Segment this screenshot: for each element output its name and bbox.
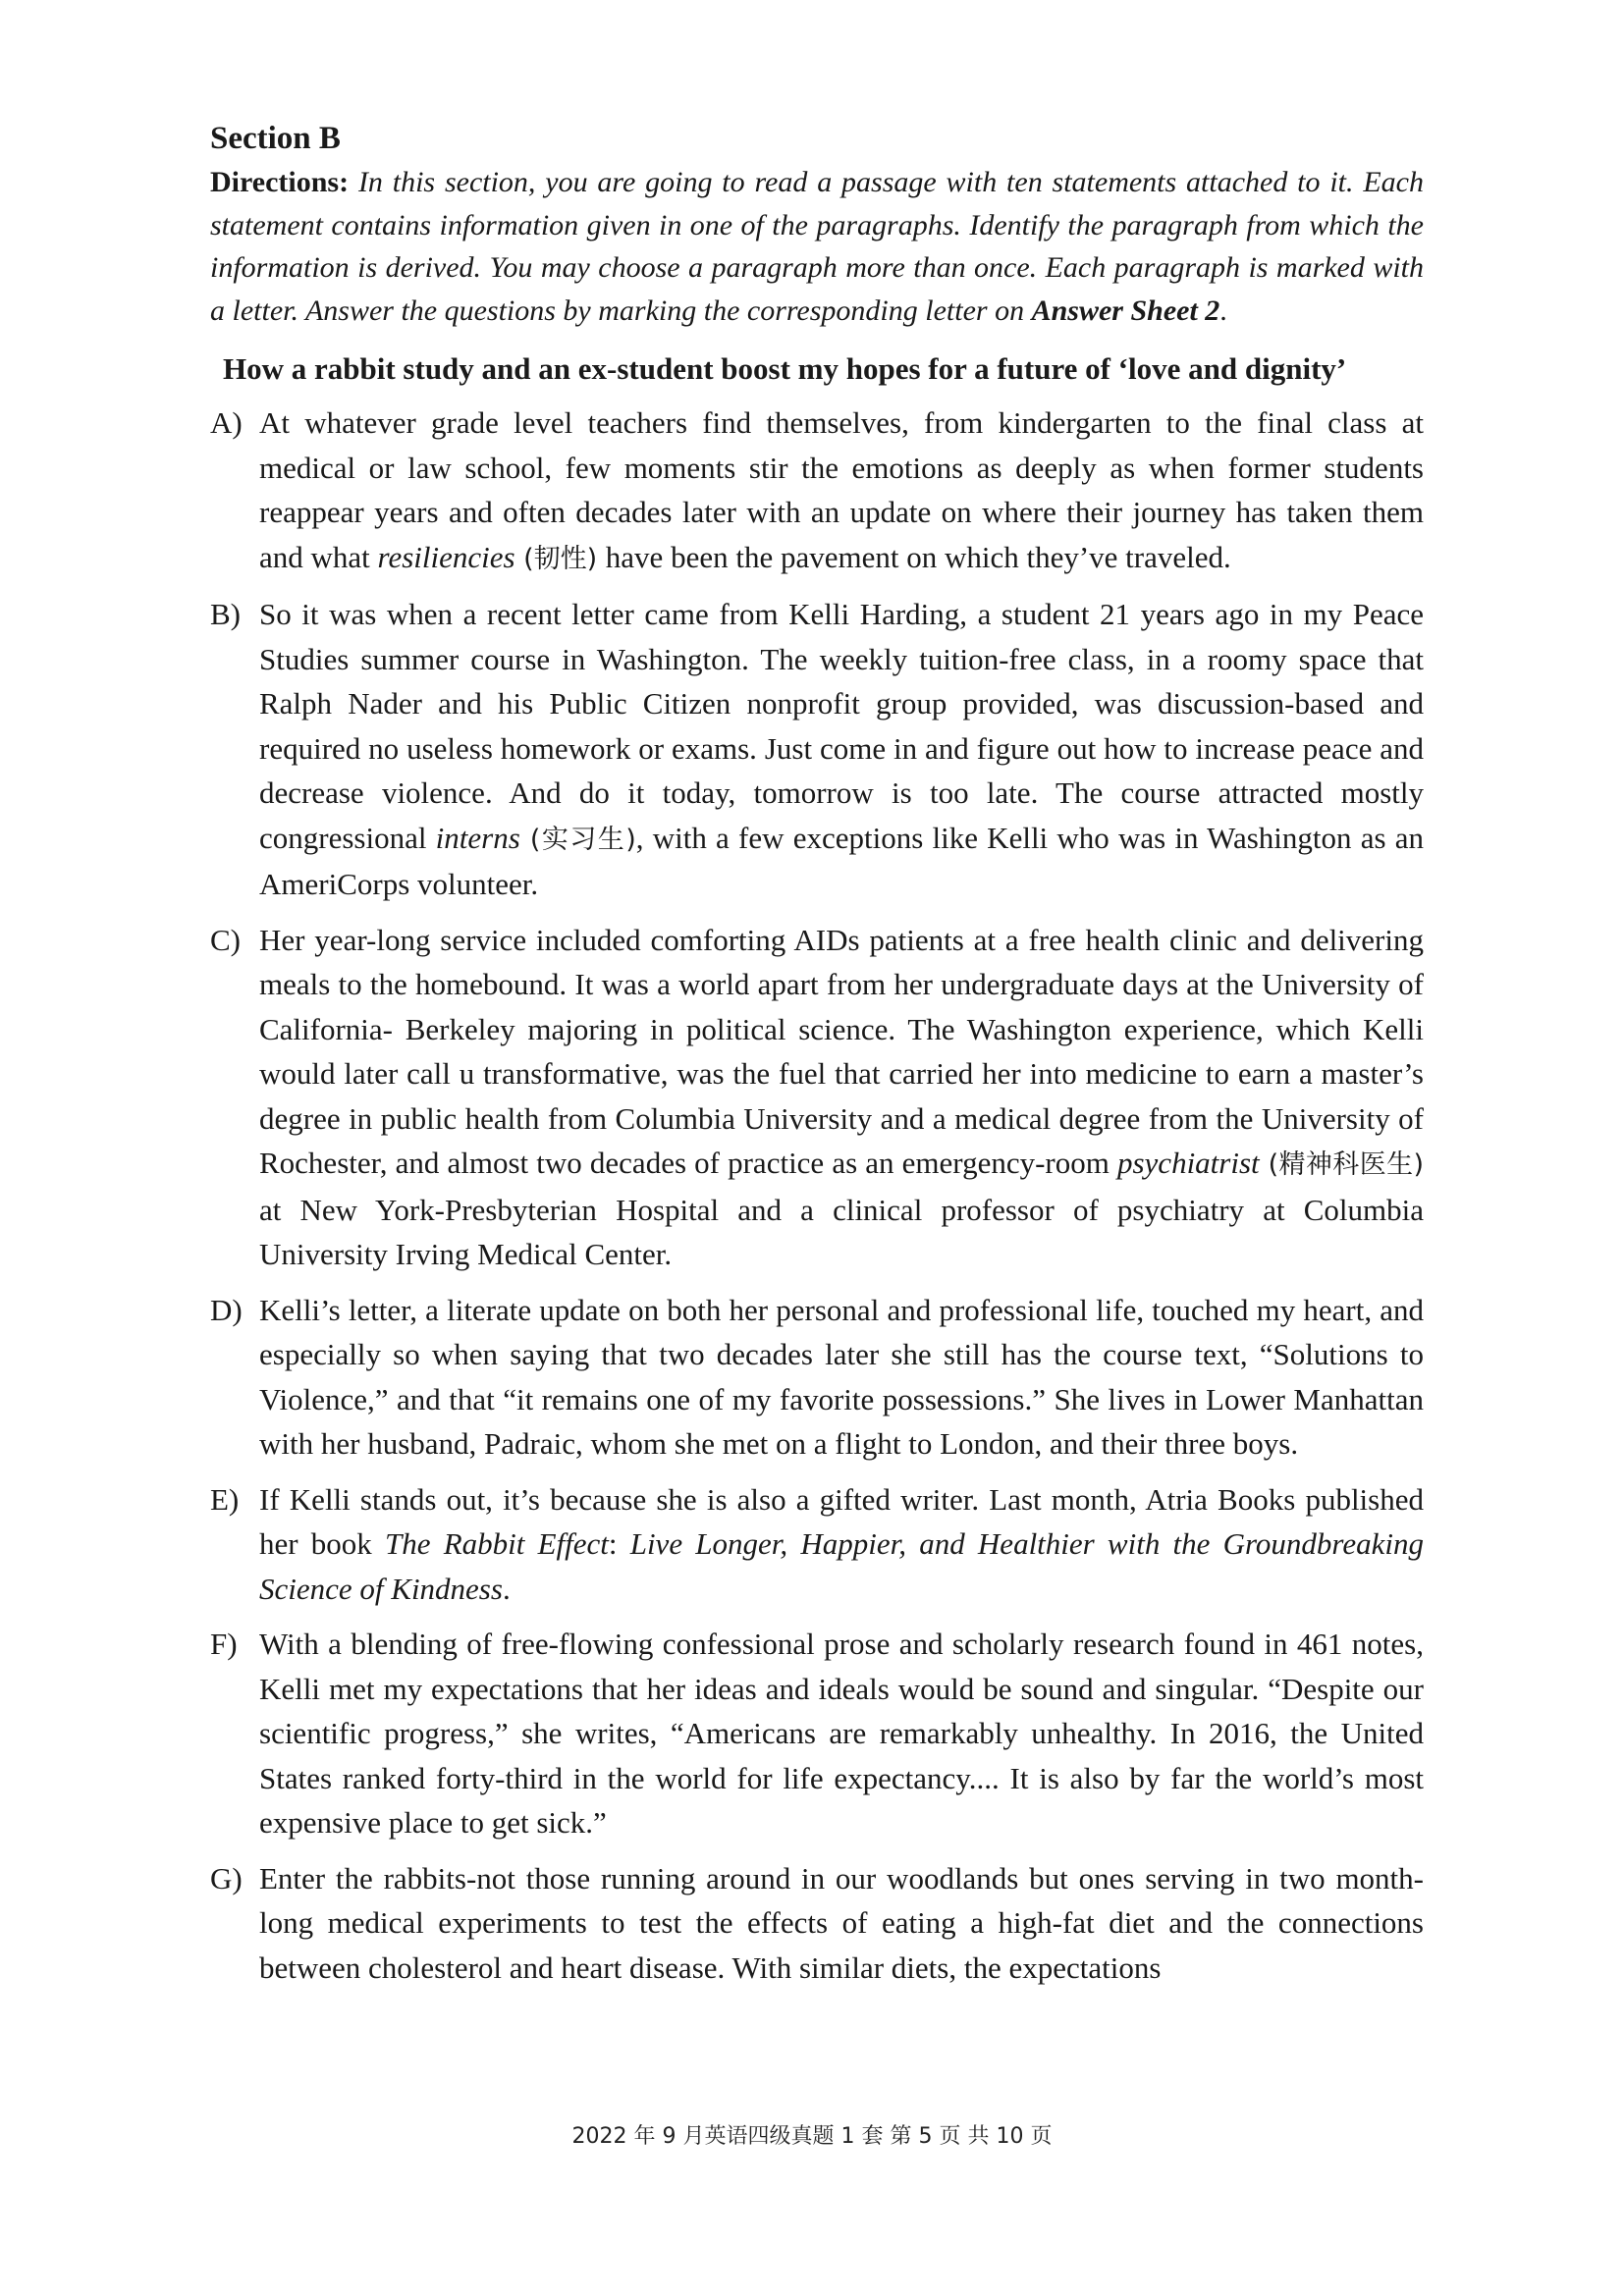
answer-sheet-ref: Answer Sheet 2 xyxy=(1031,294,1220,327)
paragraph-letter: F) xyxy=(210,1627,238,1661)
page-content xyxy=(210,116,1424,2001)
paragraph-letter: E) xyxy=(210,1481,240,1517)
directions xyxy=(210,161,1424,332)
directions-label: Directions: xyxy=(210,166,350,198)
paragraph-letter: B) xyxy=(210,597,241,631)
paragraph-letter: A) xyxy=(210,405,243,440)
book-subtitle: Live Longer, Happier, and Healthier with the Groundbreaking Science of Kindness xyxy=(259,1526,1424,1606)
passage-title: How a rabbit study and an ex-student boost my hopes for a future of ‘love and dignity’ xyxy=(223,351,1347,386)
paragraph-text: At whatever grade level teachers find themselves, from kindergarten to the final class at medical or law school, few moments stir the emotions as deeply as when former students reappear years and often decades later with an update on where their journey has taken them and what xyxy=(259,405,1424,574)
paragraph-text: , with a few exceptions like Kelli who was in Washington as an AmeriCorps volunteer. xyxy=(259,820,1424,901)
italic-term: psychiatrist xyxy=(1116,1146,1260,1180)
paragraph-g xyxy=(210,1856,1424,1991)
paragraph-text: If Kelli stands out, it’s because she is also a gifted writer. Last month, Atria Books published her book xyxy=(259,1481,1424,1561)
chinese-gloss: (韧性) xyxy=(514,543,606,574)
paragraph-e xyxy=(210,1477,1424,1612)
section-title: Section B xyxy=(210,121,341,156)
page-footer xyxy=(0,2120,1624,2153)
italic-term: resiliencies xyxy=(377,539,515,574)
paragraph-c xyxy=(210,918,1424,1277)
paragraph-text: at New York-Presbyterian Hospital and a clinical professor of psychiatry at Columbia University Irving Medical Center. xyxy=(259,1192,1424,1271)
paragraph-text: Her year-long service included comforting AIDs patients at a free health clinic and delivering meals to the homebound. It was a world apart from her undergraduate days at the University of California- Berkeley majoring in political science. The Washington experience, which Kelli would later call u transformative, was the fuel that carried her into medicine to earn a master’s degree in public health from Columbia University and a medical degree from the University of Rochester, and almost two decades of practice as an emergency-room xyxy=(259,922,1424,1180)
paragraph-letter: C) xyxy=(210,922,241,957)
paragraph-text: . xyxy=(502,1571,511,1606)
paragraph-text: So it was when a recent letter came from Kelli Harding, a student 21 years ago in my Peace Studies summer course in Washington. The weekly tuition-free class, in a roomy space that Ralph Nader and his Public Citizen nonprofit group provided, was discussion-based and required no useless homework or exams. Just come in and figure out how to increase peace and decrease violence. And do it today, tomorrow is too late. The course attracted mostly congressional xyxy=(259,597,1424,855)
directions-text: In this section, you are going to read a passage with ten statements attached to it. Each statement contains information given in one of the paragraphs. Identify the paragraph from which the information is derived. You may choose a paragraph more than once. Each paragraph is marked with a letter. Answer the questions by marking the corresponding letter on xyxy=(210,166,1424,327)
paragraph-letter: G) xyxy=(210,1860,243,1896)
paragraph-letter: D) xyxy=(210,1292,243,1327)
chinese-gloss: (实习生) xyxy=(519,824,636,855)
paragraph-text: : xyxy=(608,1526,630,1561)
paragraph-a xyxy=(210,400,1424,581)
chinese-gloss: (精神科医生) xyxy=(1259,1149,1424,1180)
paragraph-f xyxy=(210,1622,1424,1845)
italic-term: interns xyxy=(435,820,520,855)
directions-end: . xyxy=(1219,294,1227,327)
book-title: The Rabbit Effect xyxy=(385,1526,609,1561)
paragraph-text: With a blending of free-flowing confessional prose and scholarly research found in 461 notes, Kelli met my expectations that her ideas and ideals would be sound and singular. “Despite our scientific progress,” she writes, “Americans are remarkably unhealthy. In 2016, the United States ranked forty-third in the world for life expectancy.... It is also by far the world’s most expensive place to get sick.” xyxy=(259,1627,1424,1840)
paragraph-text: Kelli’s letter, a literate update on both her personal and professional life, touched my heart, and especially so when saying that two decades later she still has the course text, “Solutions to Violence,” and that “it remains one of my favorite possessions.” She lives in Lower Manhattan with her husband, Padraic, whom she met on a flight to London, and their three boys. xyxy=(259,1292,1424,1461)
paragraph-d xyxy=(210,1288,1424,1467)
paragraph-text: Enter the rabbits-not those running around in our woodlands but ones serving in two month-long medical experiments to test the effects of eating a high-fat diet and the connections between cholesterol and heart disease. With similar diets, the expectations xyxy=(259,1860,1424,1985)
paragraph-text: have been the pavement on which they’ve traveled. xyxy=(605,539,1231,574)
footer-text: 2022 年 9 月英语四级真题 1 套 第 5 页 共 10 页 xyxy=(571,2124,1053,2149)
paragraph-b xyxy=(210,592,1424,907)
